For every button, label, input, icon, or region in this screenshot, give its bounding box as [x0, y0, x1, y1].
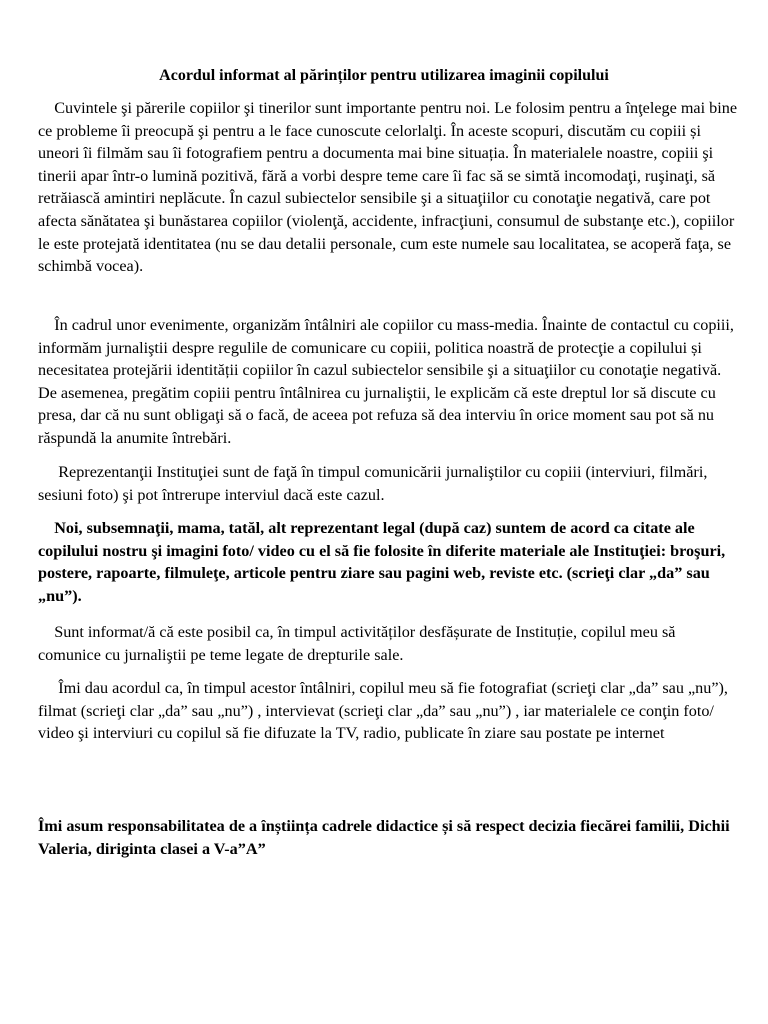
paragraph-responsibility: Îmi asum responsabilitatea de a înștiința cadrele didactice și să respect decizia fiecărei familii, Dichii Valeria, diriginta clasei a V-a”A”: [38, 817, 730, 858]
paragraph-informed: Sunt informat/ă că este posibil ca, în timpul activităților desfășurate de Instituție, copilul meu să comunice cu jurnaliştii pe teme legate de drepturile sale.: [38, 623, 676, 664]
paragraph-intro: Cuvintele şi părerile copiilor şi tinerilor sunt importante pentru noi. Le folosim pentru a înţelege mai bine ce probleme îi preocupă şi pentru a le face cunoscute celorlalţi. În aceste scopuri, discutăm cu copiii și uneori îi filmăm sau îi fotografiem pentru a documenta mai bine situația. În materialele noastre, copiii şi tinerii apar într-o lumină pozitivă, fără a vorbi despre teme care îi fac să se simtă incomodaţi, ruşinaţi, să retrăiască amintiri neplăcute. În cazul subiectelor sensibile şi a situaţiilor cu conotaţie negativă, care pot afecta sănătatea şi bunăstarea copiilor (violenţă, accidente, infracţiuni, consumul de substanţe etc.), copiilor le este protejată identitatea (nu se dau detalii personale, cum este numele sau localitatea, se acoperă faţa, se schimbă vocea).: [38, 99, 738, 276]
paragraph-consent-statement: Noi, subsemnaţii, mama, tatăl, alt reprezentant legal (după caz) suntem de acord ca citate ale copilului nostru şi imagini foto/ video cu el să fie folosite în diferite materiale ale Instituţiei: broşuri, postere, rapoarte, filmuleţe, articole pentru ziare sau pagini web, reviste etc. (scrieţi clar „da” sau „nu”).: [38, 519, 726, 605]
paragraph-representatives: Reprezentanţii Instituţiei sunt de faţă în timpul comunicării jurnaliştilor cu copiii (interviuri, filmări, sesiuni foto) şi pot întrerupe interviul dacă este cazul.: [38, 463, 708, 504]
paragraph-media-meetings: În cadrul unor evenimente, organizăm întâlniri ale copiilor cu mass-media. Înainte de contactul cu copiii, informăm jurnaliştii despre regulile de comunicare cu copiii, politica noastră de protecţie a copilului și necesitatea protejării identității copiilor în cazul subiectelor sensibile şi a situaţiilor cu conotaţie negativă. De asemenea, pregătim copiii pentru întâlnirea cu jurnaliştii, le explicăm că este dreptul lor să discute cu presa, dar că nu sunt obligaţi să o facă, de aceea pot refuza să dea interviu în orice moment sau pot să nu răspundă la anumite întrebări.: [38, 316, 734, 447]
document-title: Acordul informat al părinților pentru utilizarea imaginii copilului: [159, 67, 609, 84]
paragraph-agreement: Îmi dau acordul ca, în timpul acestor întâlniri, copilul meu să fie fotografiat (scrieţi clar „da” sau „nu”), filmat (scrieţi clar „da” sau „nu”) , intervievat (scrieţi clar „da” sau „nu”) , iar materialele ce conţin foto/ video şi interviuri cu copilul să fie difuzate la TV, radio, publicate în ziare sau postate pe internet: [38, 679, 728, 743]
